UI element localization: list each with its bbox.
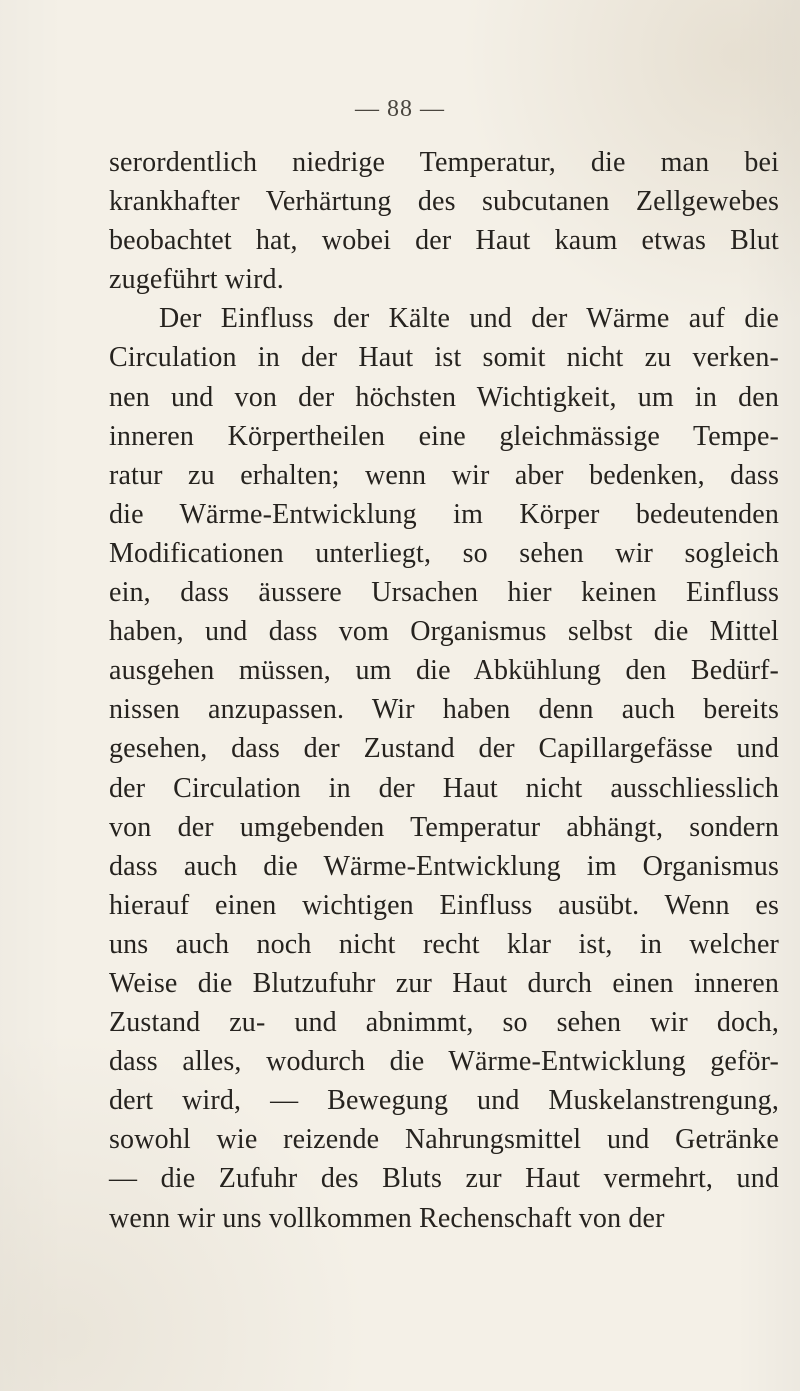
text-line: Der Einfluss der Kälte und der Wärme auf die xyxy=(159,303,779,335)
text-line: krankhafter Verhärtung des subcutanen Zellgewebes xyxy=(109,186,779,218)
text-line: Circulation in der Haut ist somit nicht zu verken- xyxy=(109,342,779,374)
text-line: dass alles, wodurch die Wärme-Entwicklung geför- xyxy=(109,1046,779,1078)
text-line: Weise die Blutzufuhr zur Haut durch einen inneren xyxy=(109,967,779,999)
text-line: die Wärme-Entwicklung im Körper bedeutenden xyxy=(109,498,779,530)
text-line: haben, und dass vom Organismus selbst die Mittel xyxy=(109,616,779,648)
page-number: — 88 — xyxy=(355,96,445,122)
text-line: ein, dass äussere Ursachen hier keinen Einfluss xyxy=(109,577,779,609)
text-line: nen und von der höchsten Wichtigkeit, um in den xyxy=(109,381,779,413)
text-line: Modificationen unterliegt, so sehen wir sogleich xyxy=(109,537,779,569)
body-text xyxy=(109,143,779,1238)
text-line: ausgehen müssen, um die Abkühlung den Bedürf- xyxy=(109,655,779,687)
text-line: sowohl wie reizende Nahrungsmittel und Getränke xyxy=(109,1124,779,1156)
text-line: hierauf einen wichtigen Einfluss ausübt. Wenn es xyxy=(109,889,779,921)
text-line: der Circulation in der Haut nicht ausschliesslich xyxy=(109,772,779,804)
text-line: wenn wir uns vollkommen Rechenschaft von der xyxy=(109,1202,665,1234)
text-line: Zustand zu- und abnimmt, so sehen wir doch, xyxy=(109,1007,779,1039)
text-line: zugeführt wird. xyxy=(109,264,284,296)
text-line: ratur zu erhalten; wenn wir aber bedenken, dass xyxy=(109,459,779,491)
text-line: dert wird, — Bewegung und Muskelanstrengung, xyxy=(109,1085,779,1117)
text-line: uns auch noch nicht recht klar ist, in welcher xyxy=(109,928,779,960)
text-line: serordentlich niedrige Temperatur, die man bei xyxy=(109,147,779,178)
text-line: — die Zufuhr des Bluts zur Haut vermehrt, und xyxy=(109,1163,779,1195)
text-line: nissen anzupassen. Wir haben denn auch bereits xyxy=(109,694,779,726)
text-line: von der umgebenden Temperatur abhängt, sondern xyxy=(109,811,779,843)
text-line: dass auch die Wärme-Entwicklung im Organismus xyxy=(109,850,779,882)
text-line: gesehen, dass der Zustand der Capillargefässe und xyxy=(109,733,779,765)
text-line: beobachtet hat, wobei der Haut kaum etwas Blut xyxy=(109,225,779,257)
text-line: inneren Körpertheilen eine gleichmässige Tempe- xyxy=(109,420,779,452)
